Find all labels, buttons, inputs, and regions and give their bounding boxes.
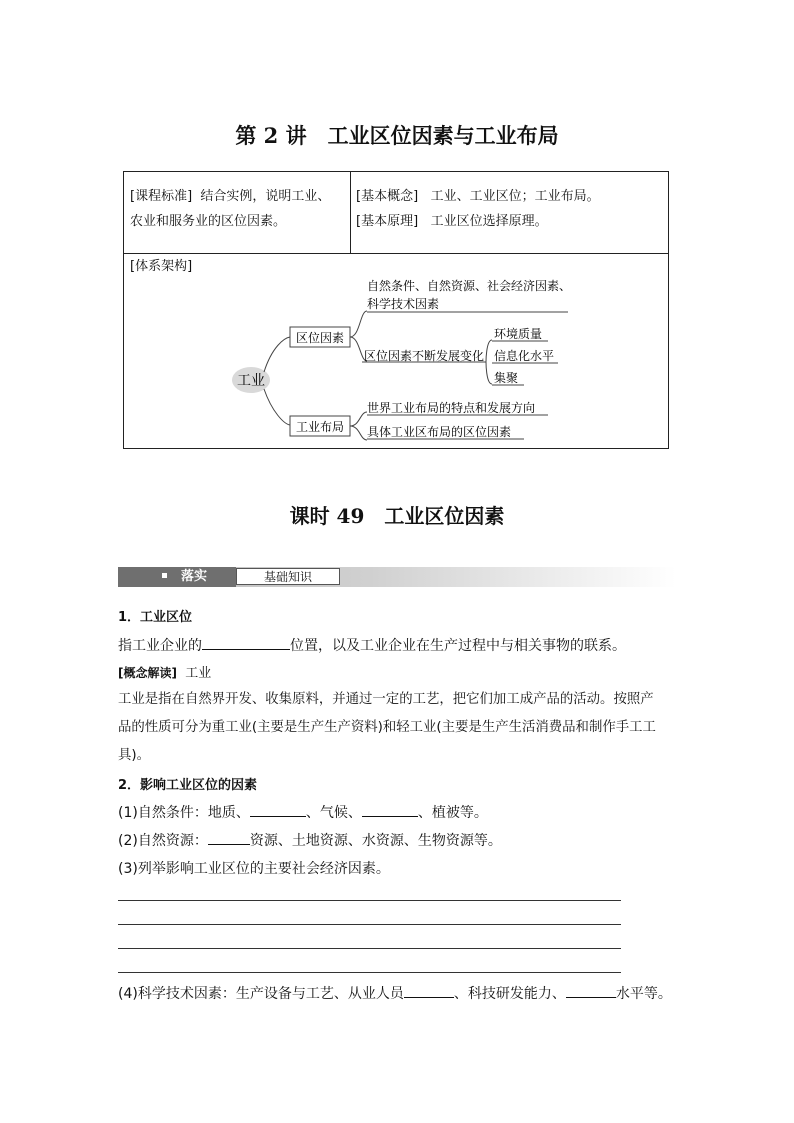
lesson-title: 课时 49 工业区位因素	[289, 504, 505, 528]
layout-item-2: 具体工业区布局的区位因素	[367, 425, 512, 439]
q1-a: (1)自然条件：地质、	[118, 805, 250, 821]
banner-tab: 基础知识	[236, 568, 340, 585]
curriculum-label: [课程标准]	[130, 189, 193, 204]
answer-line-1	[118, 900, 621, 901]
principles-text: 工业区位选择原理。	[430, 214, 548, 229]
question-1	[118, 799, 678, 827]
blank-1	[202, 633, 290, 650]
concept-line-1: 工业是指在自然界开发、收集原料，并通过一定的工艺，把它们加工成产品的活动。按照产	[118, 692, 654, 707]
answer-line-4	[118, 972, 621, 973]
concept-term: 工业	[185, 666, 212, 681]
concepts-text: 工业、工业区位；工业布局。	[430, 189, 600, 204]
answer-line-2	[118, 924, 621, 925]
q2-a: (2)自然资源：	[118, 833, 208, 849]
branch2-text: 工业布局	[295, 420, 345, 434]
q2-b: 资源、土地资源、水资源、生物资源等。	[249, 833, 502, 849]
q1-c: 、植被等。	[417, 805, 488, 821]
blank-4	[208, 828, 250, 845]
change-item-3: 集聚	[494, 371, 519, 385]
framework-label: [体系架构]	[130, 259, 193, 274]
question-4	[118, 980, 684, 1008]
factors-line-2: 科学技术因素	[367, 297, 440, 311]
square-bullet-icon	[162, 573, 167, 578]
curriculum-text-1: 结合实例，说明工业、	[200, 189, 331, 204]
q4-c: 水平等。	[615, 986, 672, 1002]
p1-before: 指工业企业的	[118, 638, 202, 654]
change-item-2: 信息化水平	[494, 349, 555, 363]
concepts-label: [基本概念]	[356, 189, 419, 204]
changes-text: 区位因素不断发展变化	[364, 349, 485, 363]
blank-6	[566, 981, 616, 998]
p1-after: 位置，以及工业企业在生产过程中与相关事物的联系。	[290, 638, 626, 654]
factors-line-1: 自然条件、自然资源、社会经济因素、	[367, 279, 572, 293]
concept-line-3: 具)。	[118, 748, 151, 763]
branch2-bracket	[350, 412, 367, 440]
paragraph-1	[118, 632, 678, 660]
curve-lower	[264, 389, 290, 425]
q1-b: 、气候、	[305, 805, 362, 821]
concept-note	[118, 659, 678, 688]
change-item-1: 环境质量	[494, 327, 543, 341]
banner-dark-text: 落实	[181, 569, 208, 584]
heading-2: 2．影响工业区位的因素	[118, 778, 258, 793]
principles-label: [基本原理]	[356, 214, 419, 229]
chapter-title: 第 2 讲 工业区位因素与工业布局	[235, 123, 559, 148]
question-2	[118, 827, 678, 855]
heading-1: 1．工业区位	[118, 610, 193, 625]
q4-a: (4)科学技术因素：生产设备与工艺、从业人员	[118, 986, 404, 1002]
blank-2	[250, 800, 306, 817]
framework-diagram	[124, 172, 670, 450]
concept-label: [概念解读]	[118, 666, 177, 680]
banner-dark-label	[118, 567, 236, 587]
blank-5	[404, 981, 454, 998]
blank-3	[362, 800, 418, 817]
branch1-text: 区位因素	[295, 331, 345, 345]
curve-upper	[264, 337, 290, 372]
layout-item-1: 世界工业布局的特点和发展方向	[367, 401, 536, 415]
root-text: 工业	[237, 373, 265, 389]
question-3: (3)列举影响工业区位的主要社会经济因素。	[118, 861, 390, 877]
changes-bracket	[486, 340, 492, 384]
answer-line-3	[118, 948, 621, 949]
concept-line-2: 品的性质可分为重工业(主要是生产生产资料)和轻工业(主要是生产生活消费品和制作手工工	[118, 720, 656, 735]
standards-box	[123, 171, 669, 449]
q4-b: 、科技研发能力、	[453, 986, 566, 1002]
curriculum-text-2: 农业和服务业的区位因素。	[130, 214, 287, 229]
